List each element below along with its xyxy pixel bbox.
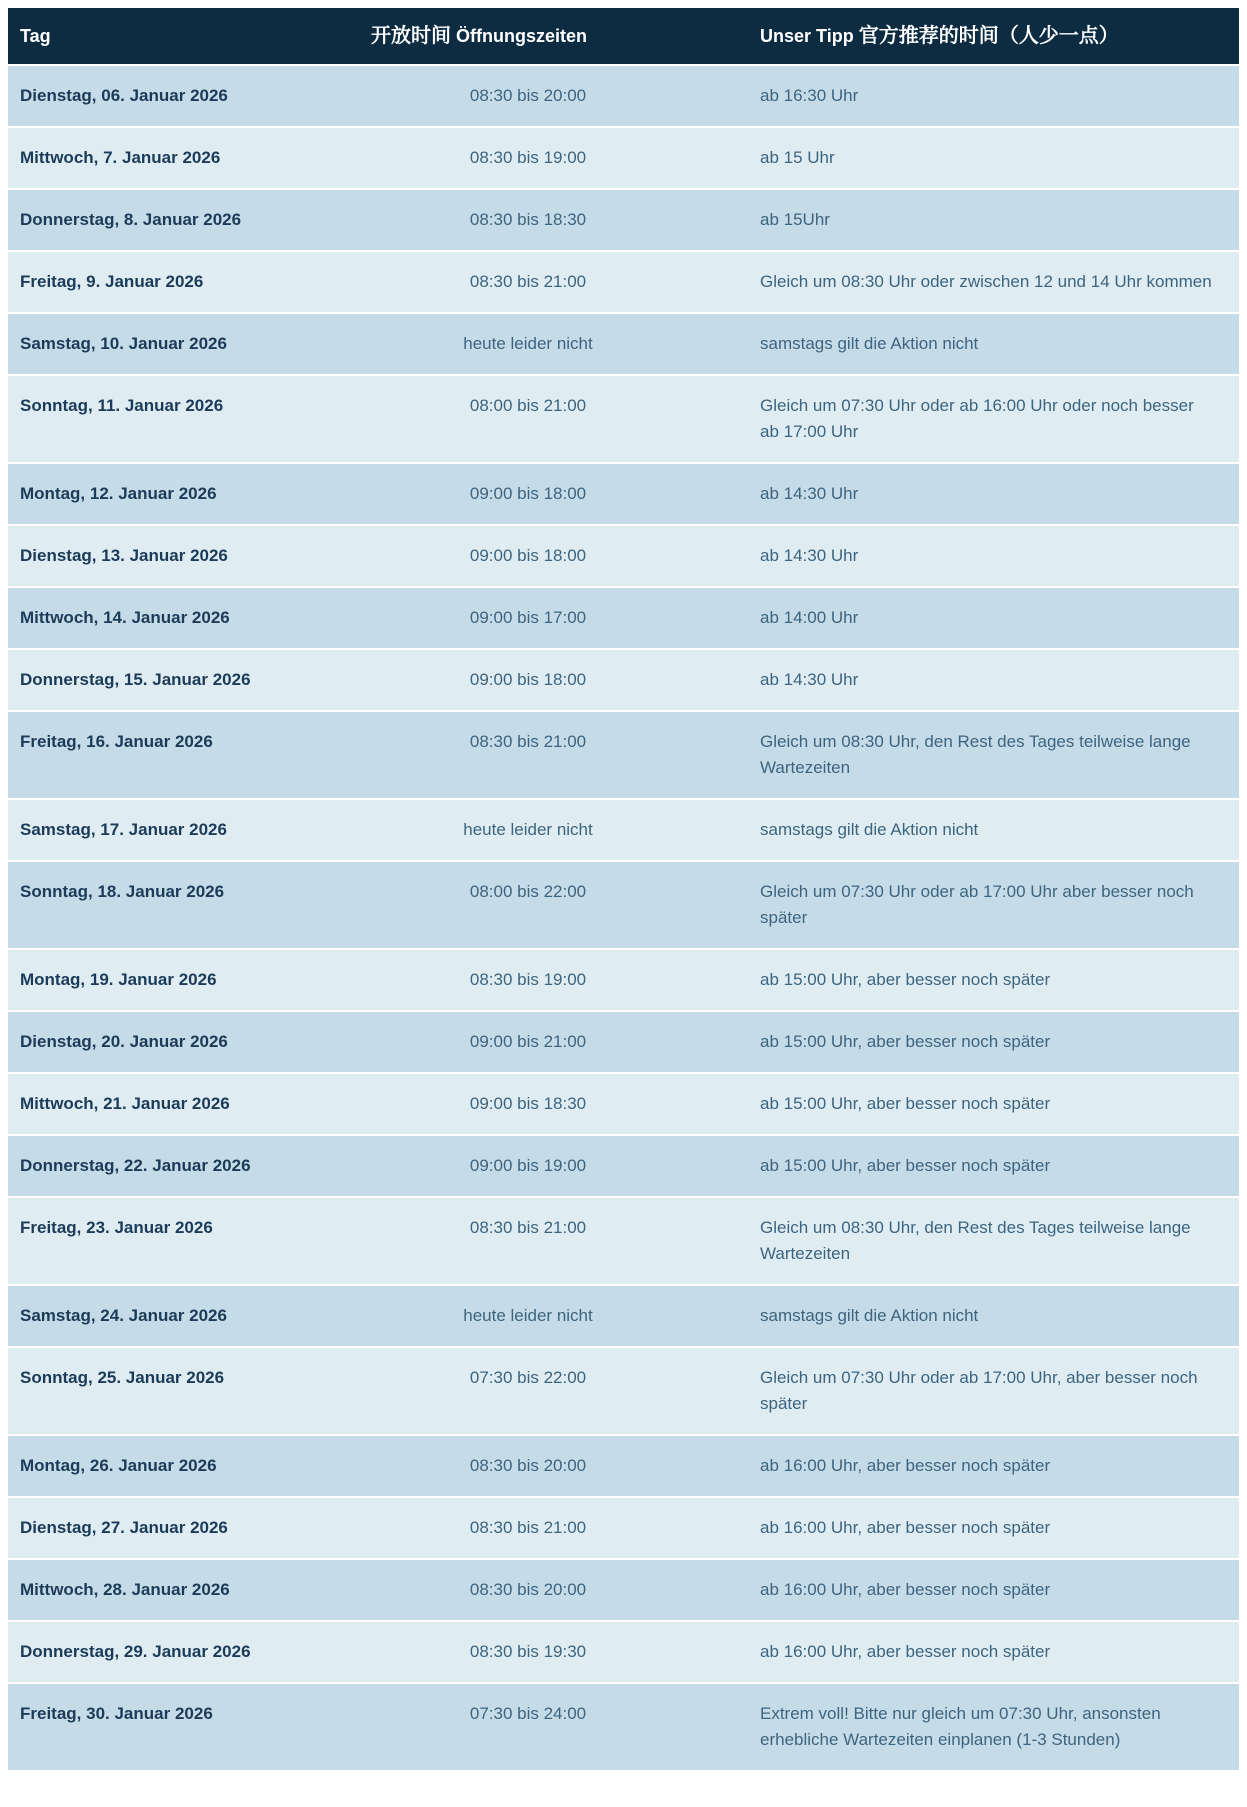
table-row <box>8 1286 1239 1348</box>
tip-cell: ab 15:00 Uhr, aber besser noch später <box>748 1012 1239 1074</box>
table-row <box>8 1012 1239 1074</box>
day-cell: Dienstag, 20. Januar 2026 <box>8 1012 308 1074</box>
tip-cell: Gleich um 07:30 Uhr oder ab 17:00 Uhr, aber besser noch später <box>748 1348 1239 1436</box>
day-cell: Freitag, 23. Januar 2026 <box>8 1198 308 1286</box>
day-cell: Samstag, 17. Januar 2026 <box>8 800 308 862</box>
table-row <box>8 1684 1239 1772</box>
table-row <box>8 1560 1239 1622</box>
tip-cell: ab 14:00 Uhr <box>748 588 1239 650</box>
column-header-opening-hours <box>308 8 748 66</box>
tip-label-de: Unser Tipp <box>760 26 854 46</box>
hours-cell: heute leider nicht <box>308 800 748 862</box>
tip-cell: ab 14:30 Uhr <box>748 526 1239 588</box>
table-row <box>8 66 1239 128</box>
hours-cell: 09:00 bis 17:00 <box>308 588 748 650</box>
day-cell: Dienstag, 06. Januar 2026 <box>8 66 308 128</box>
hours-cell: heute leider nicht <box>308 1286 748 1348</box>
hours-cell: 08:00 bis 22:00 <box>308 862 748 950</box>
opening-hours-label-zh: 开放时间 <box>370 25 451 47</box>
day-cell: Freitag, 30. Januar 2026 <box>8 1684 308 1772</box>
header-row <box>8 8 1239 66</box>
day-cell: Samstag, 24. Januar 2026 <box>8 1286 308 1348</box>
tip-cell: ab 15Uhr <box>748 190 1239 252</box>
tip-cell: Gleich um 08:30 Uhr, den Rest des Tages teilweise lange Wartezeiten <box>748 1198 1239 1286</box>
day-cell: Mittwoch, 7. Januar 2026 <box>8 128 308 190</box>
day-cell: Montag, 26. Januar 2026 <box>8 1436 308 1498</box>
day-cell: Dienstag, 27. Januar 2026 <box>8 1498 308 1560</box>
table-row <box>8 1198 1239 1286</box>
day-cell: Sonntag, 25. Januar 2026 <box>8 1348 308 1436</box>
table-row <box>8 588 1239 650</box>
tip-cell: ab 16:00 Uhr, aber besser noch später <box>748 1560 1239 1622</box>
table-row <box>8 252 1239 314</box>
tip-cell: Gleich um 07:30 Uhr oder ab 17:00 Uhr aber besser noch später <box>748 862 1239 950</box>
hours-cell: 08:30 bis 21:00 <box>308 1198 748 1286</box>
table-row <box>8 1498 1239 1560</box>
opening-hours-label-de: Öffnungszeiten <box>456 26 587 46</box>
day-cell: Sonntag, 18. Januar 2026 <box>8 862 308 950</box>
day-cell: Mittwoch, 21. Januar 2026 <box>8 1074 308 1136</box>
table-row <box>8 1136 1239 1198</box>
hours-cell: 07:30 bis 24:00 <box>308 1684 748 1772</box>
tip-cell: Extrem voll! Bitte nur gleich um 07:30 Uhr, ansonsten erhebliche Wartezeiten einplanen (1-3 Stunden) <box>748 1684 1239 1772</box>
day-cell: Freitag, 16. Januar 2026 <box>8 712 308 800</box>
column-header-tip <box>748 8 1239 66</box>
table-row <box>8 1436 1239 1498</box>
tip-label-zh: 官方推荐的时间（人少一点） <box>858 25 1119 47</box>
hours-cell: 08:30 bis 20:00 <box>308 1560 748 1622</box>
tip-cell: ab 16:00 Uhr, aber besser noch später <box>748 1498 1239 1560</box>
hours-cell: 08:30 bis 19:00 <box>308 950 748 1012</box>
table-row <box>8 712 1239 800</box>
table-row <box>8 950 1239 1012</box>
tip-cell: ab 16:00 Uhr, aber besser noch später <box>748 1622 1239 1684</box>
tip-cell: samstags gilt die Aktion nicht <box>748 1286 1239 1348</box>
day-cell: Donnerstag, 22. Januar 2026 <box>8 1136 308 1198</box>
column-header-tag-label: Tag <box>20 26 51 46</box>
hours-cell: 08:30 bis 21:00 <box>308 252 748 314</box>
hours-cell: 09:00 bis 19:00 <box>308 1136 748 1198</box>
tip-cell: ab 15:00 Uhr, aber besser noch später <box>748 1136 1239 1198</box>
tip-cell: ab 15 Uhr <box>748 128 1239 190</box>
column-header-tag <box>8 8 308 66</box>
tip-cell: ab 16:30 Uhr <box>748 66 1239 128</box>
hours-cell: 09:00 bis 18:00 <box>308 464 748 526</box>
hours-cell: 09:00 bis 21:00 <box>308 1012 748 1074</box>
day-cell: Sonntag, 11. Januar 2026 <box>8 376 308 464</box>
hours-cell: 08:30 bis 21:00 <box>308 712 748 800</box>
tip-cell: samstags gilt die Aktion nicht <box>748 314 1239 376</box>
tip-cell: Gleich um 07:30 Uhr oder ab 16:00 Uhr oder noch besser ab 17:00 Uhr <box>748 376 1239 464</box>
day-cell: Mittwoch, 28. Januar 2026 <box>8 1560 308 1622</box>
hours-cell: 09:00 bis 18:00 <box>308 650 748 712</box>
day-cell: Mittwoch, 14. Januar 2026 <box>8 588 308 650</box>
table-row <box>8 1622 1239 1684</box>
hours-cell: 08:30 bis 20:00 <box>308 1436 748 1498</box>
table-row <box>8 190 1239 252</box>
tip-cell: ab 16:00 Uhr, aber besser noch später <box>748 1436 1239 1498</box>
hours-cell: 08:00 bis 21:00 <box>308 376 748 464</box>
table-row <box>8 862 1239 950</box>
day-cell: Donnerstag, 15. Januar 2026 <box>8 650 308 712</box>
hours-cell: 08:30 bis 20:00 <box>308 66 748 128</box>
table-row <box>8 314 1239 376</box>
day-cell: Donnerstag, 8. Januar 2026 <box>8 190 308 252</box>
tip-cell: Gleich um 08:30 Uhr, den Rest des Tages teilweise lange Wartezeiten <box>748 712 1239 800</box>
tip-cell: ab 15:00 Uhr, aber besser noch später <box>748 1074 1239 1136</box>
day-cell: Freitag, 9. Januar 2026 <box>8 252 308 314</box>
table-body <box>8 66 1239 1772</box>
table-row <box>8 1074 1239 1136</box>
table-row <box>8 526 1239 588</box>
hours-cell: 07:30 bis 22:00 <box>308 1348 748 1436</box>
table-row <box>8 464 1239 526</box>
table-header <box>8 8 1239 66</box>
day-cell: Samstag, 10. Januar 2026 <box>8 314 308 376</box>
tip-cell: ab 14:30 Uhr <box>748 650 1239 712</box>
table-row <box>8 128 1239 190</box>
opening-hours-table <box>8 8 1239 1772</box>
day-cell: Dienstag, 13. Januar 2026 <box>8 526 308 588</box>
hours-cell: 09:00 bis 18:30 <box>308 1074 748 1136</box>
tip-cell: samstags gilt die Aktion nicht <box>748 800 1239 862</box>
tip-cell: Gleich um 08:30 Uhr oder zwischen 12 und 14 Uhr kommen <box>748 252 1239 314</box>
hours-cell: 09:00 bis 18:00 <box>308 526 748 588</box>
day-cell: Montag, 19. Januar 2026 <box>8 950 308 1012</box>
table-row <box>8 800 1239 862</box>
hours-cell: 08:30 bis 19:30 <box>308 1622 748 1684</box>
table-row <box>8 376 1239 464</box>
hours-cell: heute leider nicht <box>308 314 748 376</box>
tip-cell: ab 14:30 Uhr <box>748 464 1239 526</box>
hours-cell: 08:30 bis 21:00 <box>308 1498 748 1560</box>
day-cell: Donnerstag, 29. Januar 2026 <box>8 1622 308 1684</box>
hours-cell: 08:30 bis 18:30 <box>308 190 748 252</box>
day-cell: Montag, 12. Januar 2026 <box>8 464 308 526</box>
hours-cell: 08:30 bis 19:00 <box>308 128 748 190</box>
table-row <box>8 650 1239 712</box>
table-row <box>8 1348 1239 1436</box>
tip-cell: ab 15:00 Uhr, aber besser noch später <box>748 950 1239 1012</box>
